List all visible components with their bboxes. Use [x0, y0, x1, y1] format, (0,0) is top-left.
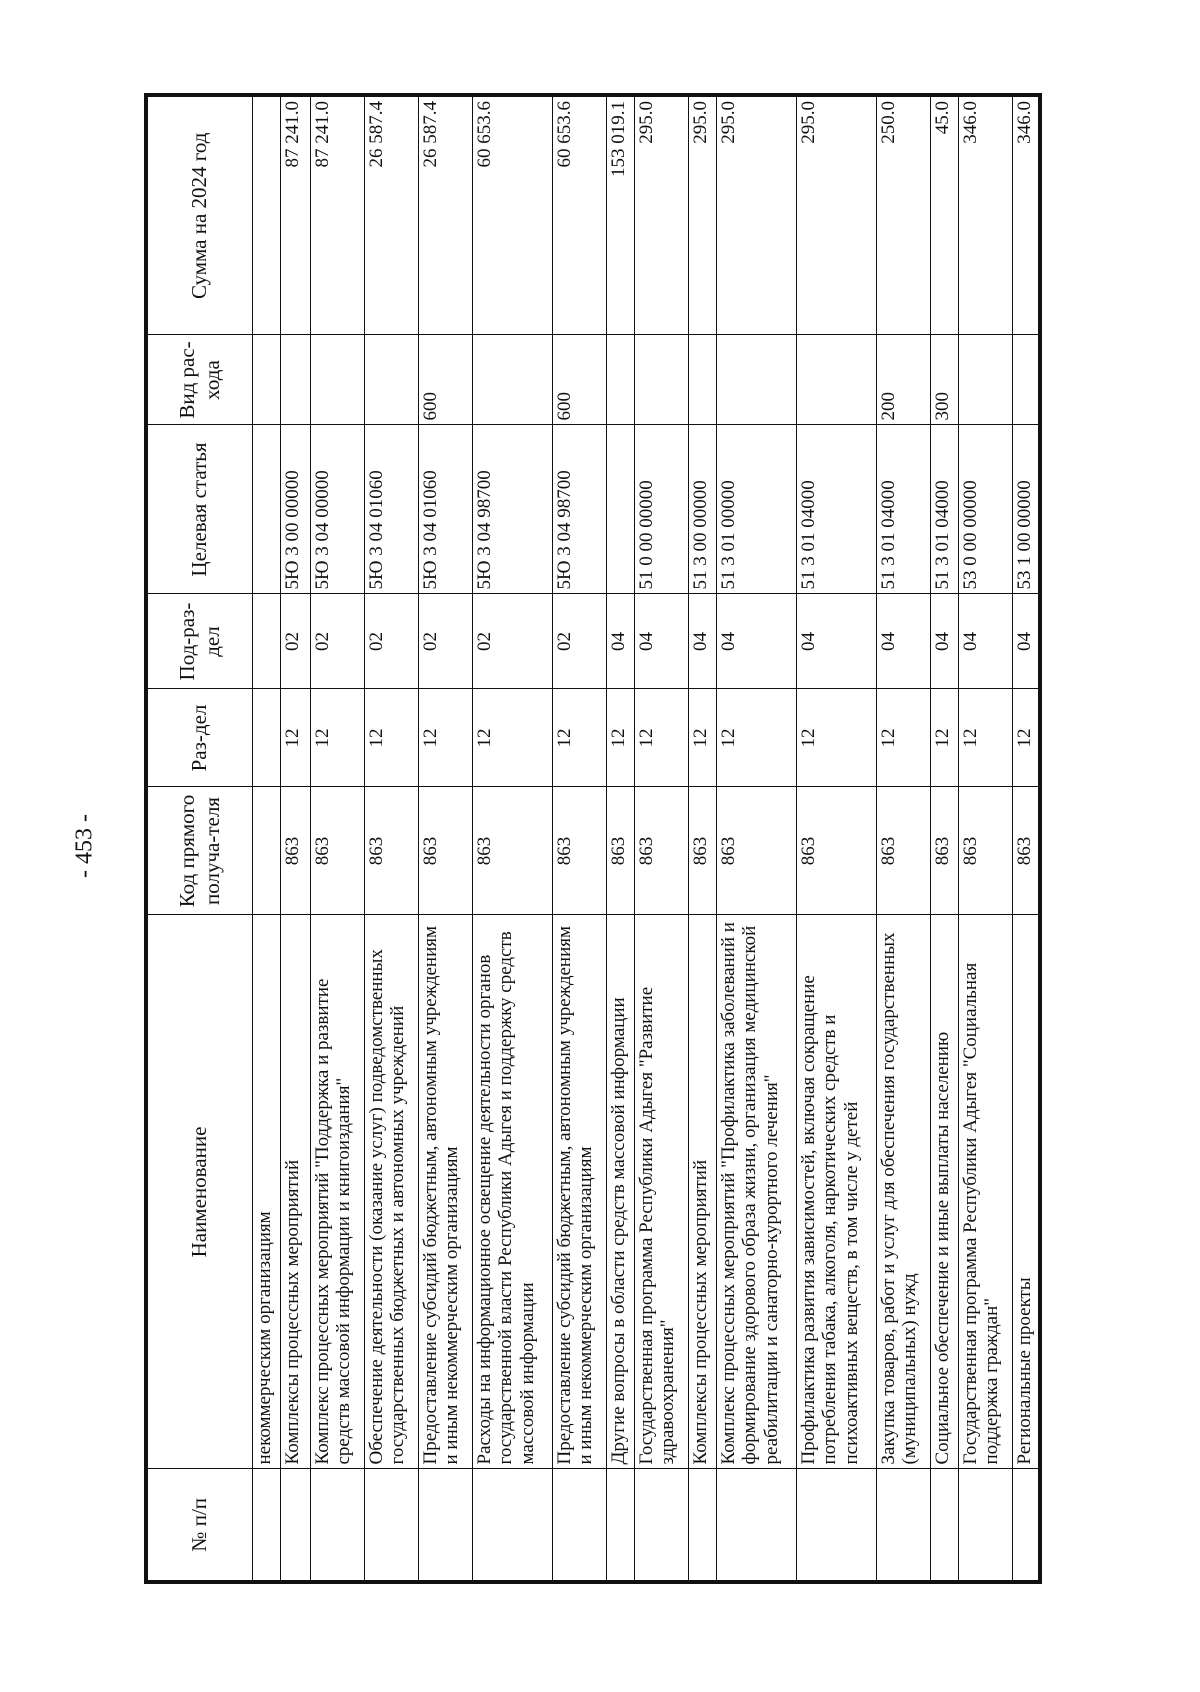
cell-razdel: 12 — [958, 689, 1012, 787]
cell-recipient: 863 — [796, 787, 876, 915]
cell-sum: 295.0 — [634, 95, 688, 335]
cell-sum: 346.0 — [958, 95, 1012, 335]
cell-vid — [958, 335, 1012, 425]
cell-target — [252, 425, 280, 594]
cell-name: Закупка товаров, работ и услуг для обеспечения государственных (муниципальных) нужд — [876, 915, 930, 1469]
cell-target: 53 0 00 00000 — [958, 425, 1012, 594]
cell-razdel: 12 — [280, 689, 310, 787]
cell-vid — [716, 335, 796, 425]
table-row — [930, 95, 958, 1582]
cell-sum: 295.0 — [688, 95, 716, 335]
cell-vid — [252, 335, 280, 425]
cell-target: 53 1 00 00000 — [1012, 425, 1040, 594]
cell-name: Комплекс процессных мероприятий "Поддержка и развитие средств массовой информации и книгоиздания" — [310, 915, 364, 1469]
header-row — [146, 95, 252, 1582]
cell-name: Предоставление субсидий бюджетным, автономным учреждениям и иным некоммерческим организациям — [552, 915, 606, 1469]
cell-razdel: 12 — [876, 689, 930, 787]
cell-target — [606, 425, 634, 594]
cell-name: Государственная программа Республики Адыгея "Социальная поддержка граждан" — [958, 915, 1012, 1469]
cell-name: Государственная программа Республики Адыгея "Развитие здравоохранения" — [634, 915, 688, 1469]
cell-num — [418, 1469, 472, 1582]
cell-sum: 45.0 — [930, 95, 958, 335]
cell-vid — [606, 335, 634, 425]
cell-num — [1012, 1469, 1040, 1582]
cell-podrazdel: 04 — [606, 594, 634, 689]
header-podrazdel: Под-раз-дел — [146, 594, 252, 689]
cell-vid: 600 — [418, 335, 472, 425]
cell-sum: 250.0 — [876, 95, 930, 335]
cell-podrazdel: 02 — [310, 594, 364, 689]
cell-recipient: 863 — [310, 787, 364, 915]
cell-recipient: 863 — [716, 787, 796, 915]
cell-recipient — [252, 787, 280, 915]
cell-num — [958, 1469, 1012, 1582]
cell-target: 5Ю 3 04 98700 — [552, 425, 606, 594]
cell-razdel: 12 — [1012, 689, 1040, 787]
cell-podrazdel: 02 — [364, 594, 418, 689]
cell-name: Расходы на информационное освещение деятельности органов государственной власти Республики Адыгея и поддержку средств массовой информации — [472, 915, 552, 1469]
cell-target: 5Ю 3 00 00000 — [280, 425, 310, 594]
cell-podrazdel: 02 — [472, 594, 552, 689]
table-row — [418, 95, 472, 1582]
cell-podrazdel — [252, 594, 280, 689]
cell-name: Обеспечение деятельности (оказание услуг) подведомственных государственных бюджетных и автономных учреждений — [364, 915, 418, 1469]
header-name: Наименование — [146, 915, 252, 1469]
cell-razdel: 12 — [606, 689, 634, 787]
cell-sum: 60 653.6 — [552, 95, 606, 335]
cell-podrazdel: 02 — [280, 594, 310, 689]
cell-recipient: 863 — [876, 787, 930, 915]
cell-vid — [634, 335, 688, 425]
cell-name: Социальное обеспечение и иные выплаты населению — [930, 915, 958, 1469]
cell-name: Другие вопросы в области средств массовой информации — [606, 915, 634, 1469]
cell-vid — [796, 335, 876, 425]
cell-sum — [252, 95, 280, 335]
cell-podrazdel: 04 — [876, 594, 930, 689]
cell-vid: 300 — [930, 335, 958, 425]
header-num: № п/п — [146, 1469, 252, 1582]
cell-target: 51 3 00 00000 — [688, 425, 716, 594]
table-row — [716, 95, 796, 1582]
cell-name: Предоставление субсидий бюджетным, автономным учреждениям и иным некоммерческим организациям — [418, 915, 472, 1469]
cell-podrazdel: 04 — [1012, 594, 1040, 689]
page-number: - 453 - — [71, 814, 98, 878]
cell-vid: 200 — [876, 335, 930, 425]
cell-razdel: 12 — [634, 689, 688, 787]
cell-num — [310, 1469, 364, 1582]
cell-target: 51 3 01 04000 — [930, 425, 958, 594]
cell-razdel: 12 — [688, 689, 716, 787]
cell-recipient: 863 — [552, 787, 606, 915]
cell-razdel: 12 — [716, 689, 796, 787]
table-row — [280, 95, 310, 1582]
cell-vid — [280, 335, 310, 425]
cell-num — [634, 1469, 688, 1582]
cell-podrazdel: 02 — [552, 594, 606, 689]
table-row — [958, 95, 1012, 1582]
cell-recipient: 863 — [364, 787, 418, 915]
table-row — [688, 95, 716, 1582]
cell-num — [364, 1469, 418, 1582]
cell-vid: 600 — [552, 335, 606, 425]
table-row — [1012, 95, 1040, 1582]
cell-vid — [310, 335, 364, 425]
cell-recipient: 863 — [472, 787, 552, 915]
table-row — [252, 95, 280, 1582]
cell-target: 5Ю 3 04 00000 — [310, 425, 364, 594]
cell-num — [716, 1469, 796, 1582]
cell-target: 5Ю 3 04 01060 — [418, 425, 472, 594]
cell-podrazdel: 02 — [418, 594, 472, 689]
cell-num — [552, 1469, 606, 1582]
header-recipient: Код прямого получа-теля — [146, 787, 252, 915]
cell-target: 51 3 01 00000 — [716, 425, 796, 594]
cell-razdel: 12 — [364, 689, 418, 787]
cell-name: Профилактика развития зависимостей, включая сокращение потребления табака, алкоголя, наркотических средств и психоактивных веществ, в том числе у детей — [796, 915, 876, 1469]
rotated-page — [144, 97, 1080, 1584]
budget-table — [144, 93, 1042, 1584]
cell-sum: 87 241.0 — [310, 95, 364, 335]
cell-target: 51 0 00 00000 — [634, 425, 688, 594]
cell-num — [796, 1469, 876, 1582]
header-target: Целевая статья — [146, 425, 252, 594]
cell-recipient: 863 — [930, 787, 958, 915]
cell-razdel: 12 — [472, 689, 552, 787]
table-row — [634, 95, 688, 1582]
header-razdel: Раз-дел — [146, 689, 252, 787]
cell-sum: 295.0 — [716, 95, 796, 335]
cell-podrazdel: 04 — [930, 594, 958, 689]
cell-num — [930, 1469, 958, 1582]
cell-num — [876, 1469, 930, 1582]
cell-vid — [472, 335, 552, 425]
cell-vid — [1012, 335, 1040, 425]
table-row — [472, 95, 552, 1582]
cell-recipient: 863 — [418, 787, 472, 915]
cell-num — [252, 1469, 280, 1582]
table-row — [364, 95, 418, 1582]
cell-razdel: 12 — [796, 689, 876, 787]
cell-podrazdel: 04 — [796, 594, 876, 689]
cell-target: 51 3 01 04000 — [876, 425, 930, 594]
cell-sum: 87 241.0 — [280, 95, 310, 335]
cell-name: некоммерческим организациям — [252, 915, 280, 1469]
cell-razdel: 12 — [552, 689, 606, 787]
cell-vid — [688, 335, 716, 425]
cell-name: Комплексы процессных мероприятий — [688, 915, 716, 1469]
cell-sum: 153 019.1 — [606, 95, 634, 335]
table-row — [552, 95, 606, 1582]
cell-recipient: 863 — [958, 787, 1012, 915]
cell-vid — [364, 335, 418, 425]
cell-razdel — [252, 689, 280, 787]
cell-name: Комплекс процессных мероприятий "Профилактика заболеваний и формирование здорового образа жизни, организация медицинской реабилитации и санаторно-курортного лечения" — [716, 915, 796, 1469]
cell-recipient: 863 — [634, 787, 688, 915]
cell-sum: 26 587.4 — [418, 95, 472, 335]
cell-razdel: 12 — [310, 689, 364, 787]
cell-podrazdel: 04 — [688, 594, 716, 689]
cell-target: 5Ю 3 04 01060 — [364, 425, 418, 594]
cell-podrazdel: 04 — [634, 594, 688, 689]
cell-sum: 346.0 — [1012, 95, 1040, 335]
header-sum: Сумма на 2024 год — [146, 95, 252, 335]
cell-sum: 26 587.4 — [364, 95, 418, 335]
header-vid: Вид рас-хода — [146, 335, 252, 425]
cell-razdel: 12 — [418, 689, 472, 787]
cell-sum: 295.0 — [796, 95, 876, 335]
cell-razdel: 12 — [930, 689, 958, 787]
cell-recipient: 863 — [606, 787, 634, 915]
cell-recipient: 863 — [688, 787, 716, 915]
cell-podrazdel: 04 — [716, 594, 796, 689]
cell-podrazdel: 04 — [958, 594, 1012, 689]
cell-num — [688, 1469, 716, 1582]
cell-num — [606, 1469, 634, 1582]
table-row — [310, 95, 364, 1582]
table-row — [876, 95, 930, 1582]
cell-target: 51 3 01 04000 — [796, 425, 876, 594]
cell-num — [280, 1469, 310, 1582]
cell-name: Комплексы процессных мероприятий — [280, 915, 310, 1469]
table-row — [796, 95, 876, 1582]
table-row — [606, 95, 634, 1582]
cell-num — [472, 1469, 552, 1582]
cell-target: 5Ю 3 04 98700 — [472, 425, 552, 594]
cell-sum: 60 653.6 — [472, 95, 552, 335]
cell-name: Региональные проекты — [1012, 915, 1040, 1469]
cell-recipient: 863 — [1012, 787, 1040, 915]
cell-recipient: 863 — [280, 787, 310, 915]
